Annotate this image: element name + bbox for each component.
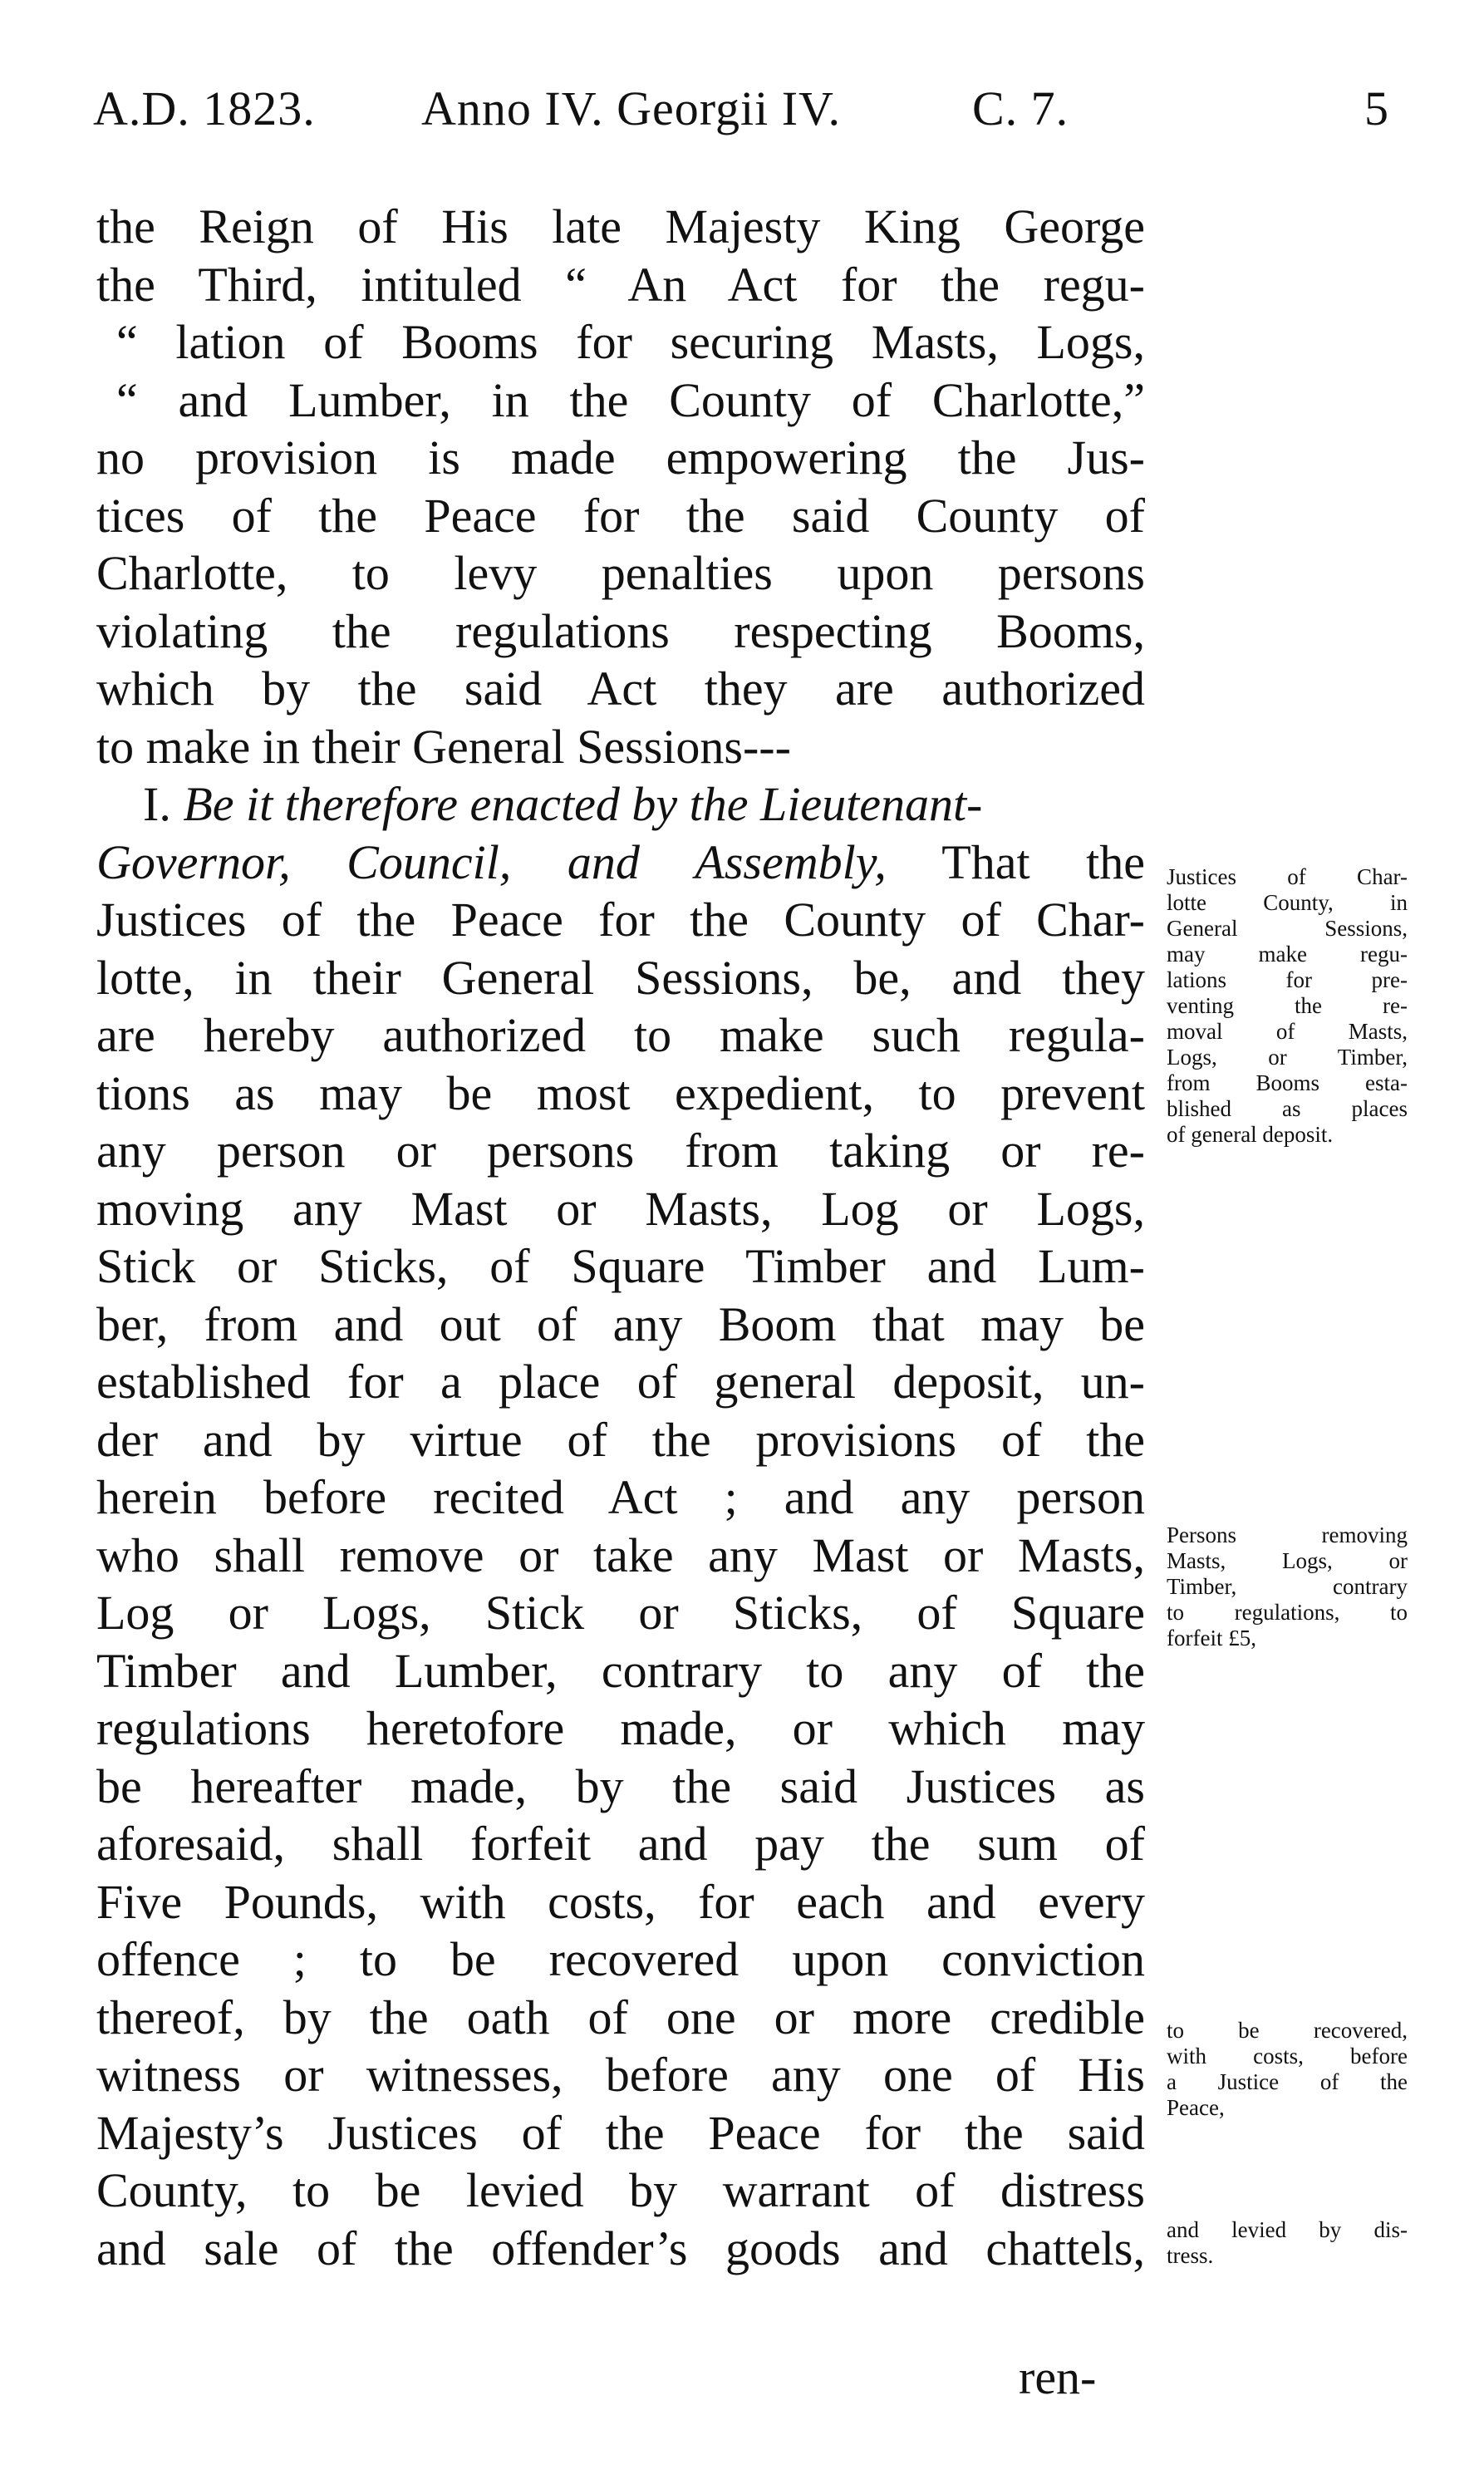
text-line: Justices of the Peace for the County of Char- — [96, 893, 1145, 947]
text-line: moving any Mast or Masts, Log or Logs, — [96, 1181, 1145, 1236]
marginal-note-line: Justices of Char- — [1167, 864, 1408, 889]
text-line: lotte, in their General Sessions, be, and they — [96, 950, 1145, 1005]
text-line: established for a place of general deposit, un- — [96, 1355, 1145, 1409]
header-year: A.D. 1823. — [93, 81, 316, 135]
marginal-note-line: Masts, Logs, or — [1167, 1548, 1408, 1573]
text-line: “ and Lumber, in the County of Charlotte,” — [116, 372, 1145, 427]
text-line: no provision is made empowering the Jus- — [96, 430, 1145, 485]
text-line: regulations heretofore made, or which may — [96, 1701, 1145, 1755]
page-number: 5 — [1364, 81, 1389, 135]
marginal-note-line: Logs, or Timber, — [1167, 1045, 1408, 1070]
section-heading-line — [96, 775, 1145, 834]
marginal-note-line: from Booms esta- — [1167, 1070, 1408, 1095]
marginal-note-line: to regulations, to — [1167, 1600, 1408, 1625]
text-line: and sale of the offender’s goods and chattels, — [96, 2221, 1145, 2275]
header-chapter: C. 7. — [972, 81, 1069, 135]
text-line: thereof, by the oath of one or more credible — [96, 1990, 1145, 2044]
text-line: aforesaid, shall forfeit and pay the sum of — [96, 1817, 1145, 1871]
marginal-note-line: forfeit £5, — [1167, 1626, 1256, 1650]
text-line: ber, from and out of any Boom that may be — [96, 1296, 1145, 1351]
text-line: offence ; to be recovered upon conviction — [96, 1932, 1145, 1986]
marginal-note-justices — [1167, 864, 1408, 1148]
marginal-note-line: General Sessions, — [1167, 916, 1408, 941]
text-line: Log or Logs, Stick or Sticks, of Square — [96, 1586, 1145, 1640]
text-line: Charlotte, to levy penalties upon persons — [96, 546, 1145, 600]
text-line: herein before recited Act ; and any person — [96, 1470, 1145, 1524]
text-line: be hereafter made, by the said Justices as — [96, 1759, 1145, 1813]
text-line — [96, 834, 1145, 892]
text-line: Timber and Lumber, contrary to any of the — [96, 1643, 1145, 1698]
marginal-note-penalty — [1167, 1522, 1408, 1651]
marginal-note-line: Timber, contrary — [1167, 1574, 1408, 1599]
marginal-note-line: Persons removing — [1167, 1522, 1408, 1547]
marginal-note-line: may make regu- — [1167, 942, 1408, 967]
text-line: to make in their General Sessions--- — [96, 719, 791, 774]
header-regnal-year: Anno IV. Georgii IV. — [421, 81, 841, 135]
text-line: Majesty’s Justices of the Peace for the said — [96, 2105, 1145, 2160]
text-line: violating the regulations respecting Booms, — [96, 603, 1145, 658]
marginal-note-line: venting the re- — [1167, 993, 1408, 1018]
marginal-note-line: of general deposit. — [1167, 1122, 1334, 1147]
marginal-note-line: a Justice of the — [1167, 2069, 1408, 2094]
marginal-note-line: lotte County, in — [1167, 890, 1408, 915]
marginal-note-line: moval of Masts, — [1167, 1019, 1408, 1044]
text-line: the Reign of His late Majesty King George — [96, 199, 1145, 253]
marginal-note-line: Peace, — [1167, 2095, 1225, 2120]
text-line: der and by virtue of the provisions of the — [96, 1412, 1145, 1467]
text-line-rest: That the — [886, 834, 1145, 889]
marginal-note-line: with costs, before — [1167, 2044, 1408, 2068]
section-number: I. — [143, 777, 184, 831]
text-line: tices of the Peace for the said County of — [96, 488, 1145, 543]
marginal-note-distress — [1167, 2217, 1408, 2269]
running-header — [93, 71, 1389, 146]
text-line: Stick or Sticks, of Square Timber and Lum- — [96, 1239, 1145, 1293]
text-line: “ lation of Booms for securing Masts, Logs, — [116, 315, 1145, 369]
statute-text — [96, 198, 1145, 2277]
marginal-note-line: lations for pre- — [1167, 967, 1408, 992]
text-line: the Third, intituled “ An Act for the regu- — [96, 257, 1145, 312]
text-line: Five Pounds, with costs, for each and every — [96, 1874, 1145, 1929]
text-line: witness or witnesses, before any one of His — [96, 2048, 1145, 2102]
text-line: who shall remove or take any Mast or Masts, — [96, 1527, 1145, 1582]
text-line: which by the said Act they are authorized — [96, 662, 1145, 716]
text-line: any person or persons from taking or re- — [96, 1124, 1145, 1178]
marginal-note-line: and levied by dis- — [1167, 2217, 1408, 2242]
marginal-note-line: blished as places — [1167, 1096, 1408, 1121]
text-line: are hereby authorized to make such regula- — [96, 1008, 1145, 1062]
marginal-note-recovery — [1167, 2018, 1408, 2121]
text-line: tions as may be most expedient, to prevent — [96, 1065, 1145, 1120]
enacting-formula: Governor, Council, and Assembly, — [96, 834, 887, 889]
text-line: County, to be levied by warrant of distress — [96, 2163, 1145, 2217]
marginal-note-line: to be recovered, — [1167, 2018, 1408, 2043]
catchword: ren- — [1019, 2350, 1097, 2404]
marginal-note-line: tress. — [1167, 2243, 1214, 2268]
enacting-formula: Be it therefore enacted by the Lieutenant- — [183, 777, 983, 831]
